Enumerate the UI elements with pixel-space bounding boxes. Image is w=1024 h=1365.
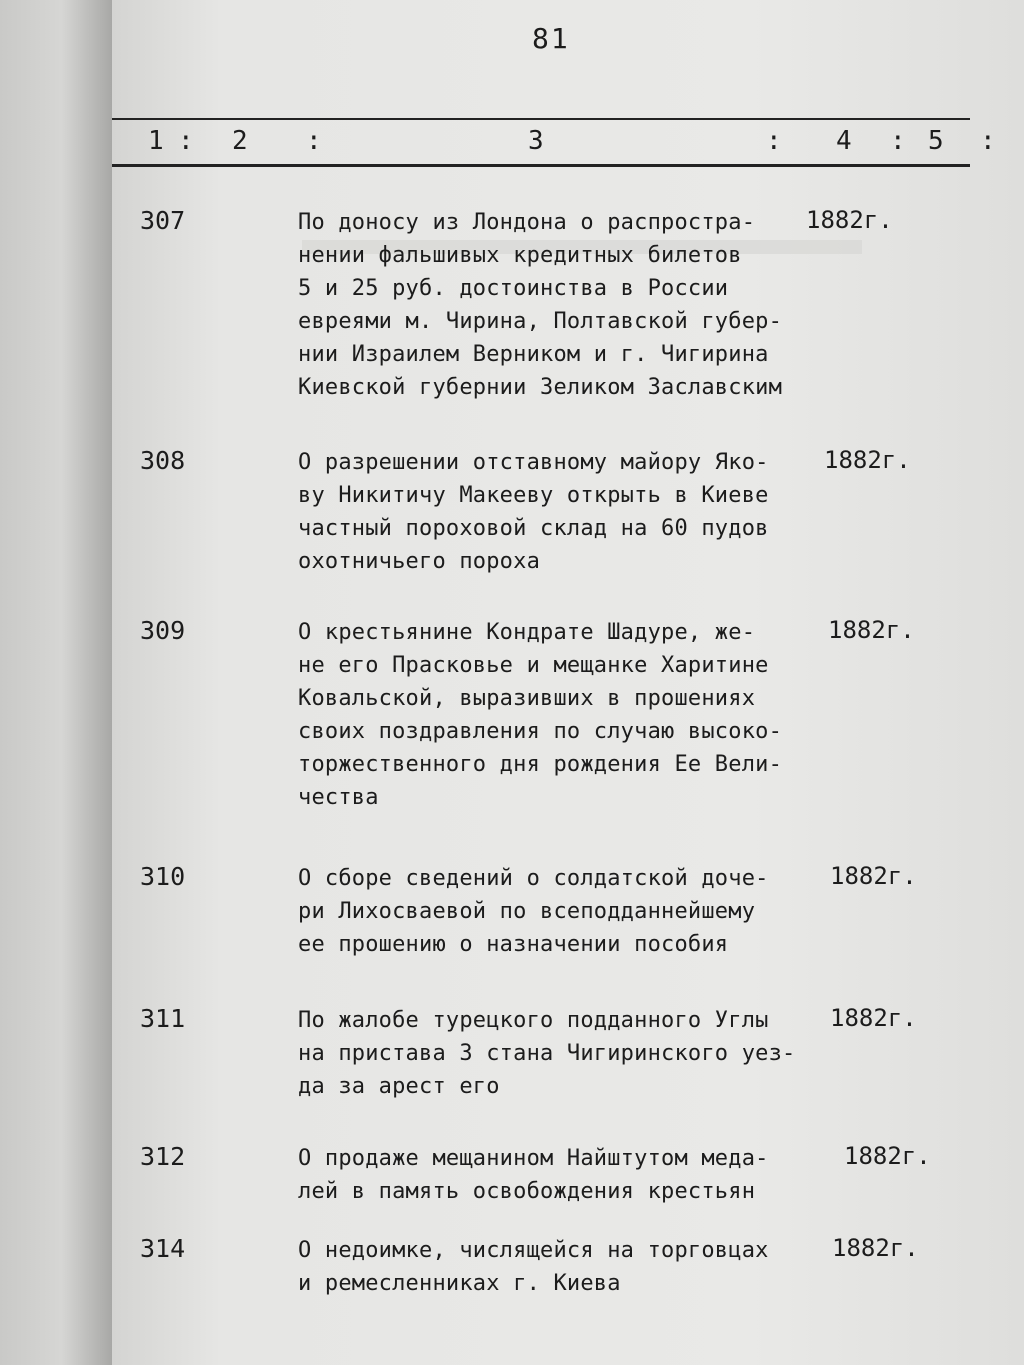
record-description: По жалобе турецкого подданного Углы на пристава 3 стана Чигиринского уез- да за арест его — [298, 1008, 796, 1099]
record-number: 310 — [140, 862, 186, 891]
document-page — [112, 0, 1024, 1365]
column-separator: : — [178, 126, 194, 156]
record-description: О недоимке, числящейся на торговцах и ремесленниках г. Киева — [298, 1238, 769, 1296]
record-year: 1882г. — [844, 1142, 931, 1170]
record-description: О продаже мещанином Найштутом меда- лей в память освобождения крестьян — [298, 1146, 769, 1204]
column-separator: : — [766, 126, 782, 156]
record-year: 1882г. — [832, 1234, 919, 1262]
page-number: 81 — [532, 22, 570, 55]
record-year: 1882г. — [830, 862, 917, 890]
header-bottom-rule — [112, 164, 970, 167]
record-description: По доносу из Лондона о распростра- нении фальшивых кредитных билетов 5 и 25 руб. достоинства в России евреями м. Чирина, Полтавской губер- нии Израилем Верником и г. Чигирина Киевской губернии Зеликом Заславским — [298, 210, 783, 400]
column-2-label: 2 — [232, 126, 248, 156]
record-description: О разрешении отставному майору Яко- ву Никитичу Макееву открыть в Киеве частный пороховой склад на 60 пудов охотничьего пороха — [298, 450, 769, 574]
column-3-label: 3 — [528, 126, 544, 156]
left-page-edge — [0, 0, 112, 1365]
record-number: 314 — [140, 1234, 186, 1263]
record-description: О крестьянине Кондрате Шадуре, же- не его Прасковье и мещанке Харитине Ковальской, выразивших в прошениях своих поздравления по случаю высоко- торжественного дня рождения Ее Вели- чества — [298, 620, 783, 810]
column-separator: : — [890, 126, 906, 156]
column-5-label: 5 — [928, 126, 944, 156]
column-separator: : — [980, 126, 996, 156]
column-separator: : — [306, 126, 322, 156]
column-1-label: 1 — [148, 126, 164, 156]
record-year: 1882г. — [828, 616, 915, 644]
record-description: О сборе сведений о солдатской доче- ри Лихосваевой по всеподданнейшему ее прошению о назначении пособия — [298, 866, 769, 957]
column-header-row — [112, 118, 996, 166]
record-number: 311 — [140, 1004, 186, 1033]
record-year: 1882г. — [806, 206, 893, 234]
column-4-label: 4 — [836, 126, 852, 156]
record-number: 308 — [140, 446, 186, 475]
record-number: 309 — [140, 616, 186, 645]
record-year: 1882г. — [824, 446, 911, 474]
record-year: 1882г. — [830, 1004, 917, 1032]
record-number: 312 — [140, 1142, 186, 1171]
record-number: 307 — [140, 206, 186, 235]
